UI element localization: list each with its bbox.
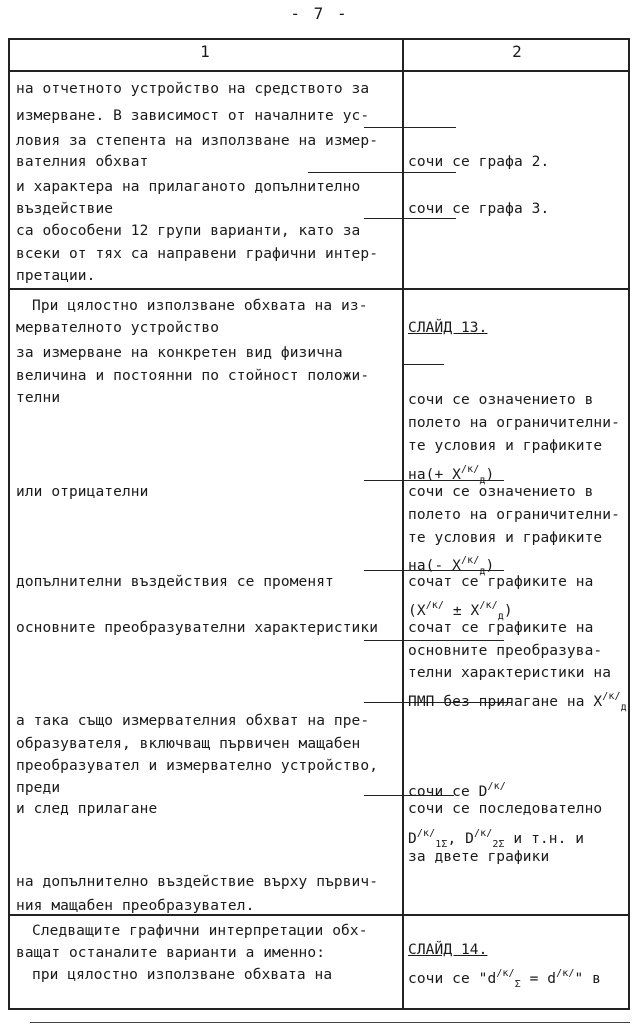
superscript-k: /к/	[479, 600, 498, 611]
formula-plus-x: + Х	[434, 467, 462, 483]
col1-line: ния мащабен преобразувател.	[16, 898, 255, 914]
subscript-d: д	[620, 702, 627, 713]
col2-line: основните преобразува-	[408, 643, 603, 659]
col2-before-ref	[408, 777, 506, 802]
col1-line: Следващите графични интерпретации обх-	[32, 923, 368, 939]
subscript-sigma: Σ	[514, 979, 521, 990]
superscript-k: /к/	[602, 691, 621, 702]
superscript-k: /к/	[496, 968, 515, 979]
col1-line: всеки от тях са направени графични интер-	[16, 246, 379, 262]
column-header-1: 1	[200, 42, 210, 61]
col1-line: преди	[16, 780, 61, 796]
col1-line: претации.	[16, 268, 96, 284]
col1-line: и характера на прилаганото допълнително	[16, 179, 361, 195]
col2-line: сочат се графиките на	[408, 574, 594, 590]
superscript-k: /к/	[556, 968, 575, 979]
subscript-d: д	[479, 566, 486, 577]
col1-line: преобразувател и измервателно устройство,	[16, 758, 379, 774]
col2-graph3-ref: сочи се графа 3.	[408, 201, 550, 217]
subscript-d: д	[479, 475, 486, 486]
col2-line: телни характеристики на	[408, 665, 612, 681]
superscript-k: /к/	[461, 555, 480, 566]
col2-formula-plusminus: $(Х^{/к/} \pm Х^{/к/}_д)$	[408, 600, 513, 622]
col2-formula-negative: на(- $Х^{/к/}_д$)	[408, 555, 495, 577]
slide-13-label: СЛАЙД 13.	[408, 320, 488, 336]
after-tail: и т.н. и	[504, 831, 585, 847]
col2-line: сочи се означението в	[408, 392, 594, 408]
col1-line: допълнителни въздействия се променят	[16, 574, 334, 590]
superscript-k: /к/	[473, 828, 493, 839]
col2-line: полето на ограничителни-	[408, 415, 620, 431]
table-rule-row1	[8, 288, 630, 290]
last-mid: = d	[520, 971, 557, 987]
superscript-k: /к/	[425, 600, 445, 611]
col2-line: сочат се графиките на	[408, 620, 594, 636]
col1-line: При цялостно използване обхвата на из-	[32, 298, 368, 314]
connector-line	[364, 640, 504, 641]
slide-14-label: СЛАЙД 14.	[408, 942, 488, 958]
formula-prefix: на	[408, 558, 426, 574]
last-tail: " в	[574, 971, 602, 987]
col1-line: измерване. В зависимост от началните ус-	[16, 108, 370, 124]
col1-line: на отчетното устройство на средството за	[16, 81, 370, 97]
col1-line: величина и постоянни по стойност положи-	[16, 368, 370, 384]
col1-line: или отрицателни	[16, 484, 149, 500]
connector-line	[308, 172, 456, 173]
col2-line: сочи се последователно	[408, 801, 603, 817]
col2-graph2-ref: сочи се графа 2.	[408, 154, 550, 170]
col1-line: ващат останалите варианти а именно:	[16, 945, 326, 961]
superscript-k: /к/	[461, 464, 480, 475]
col1-line: са обособени 12 групи варианти, като за	[16, 223, 361, 239]
pmp-text: ПМП без прилагане на Х	[408, 694, 603, 710]
column-header-2: 2	[512, 42, 522, 61]
col2-line-pmp	[408, 687, 627, 717]
connector-line	[404, 364, 444, 365]
col1-line: въздействие	[16, 201, 114, 217]
before-text: сочи се D	[408, 784, 488, 800]
col1-line: вателния обхват	[16, 154, 149, 170]
col1-line: телни	[16, 390, 61, 406]
page-bottom-rule	[30, 1022, 630, 1023]
formula-prefix: на	[408, 467, 426, 483]
col1-line: а така също измервателния обхват на пре-	[16, 713, 370, 729]
formula-minus-x: - Х	[434, 558, 462, 574]
page-number: - 7 -	[290, 4, 349, 23]
col1-line: за измерване на конкретен вид физична	[16, 345, 343, 361]
col2-line: за двете графики	[408, 849, 550, 865]
col2-formula-positive: $на(+ Х^{/к/}_д)$	[408, 464, 495, 486]
last-prefix: сочи се "d	[408, 971, 497, 987]
table-rule-top	[8, 38, 630, 40]
table-rule-bottom	[8, 1008, 630, 1010]
table-rule-header	[8, 70, 630, 72]
superscript-k: /к/	[416, 828, 436, 839]
column-divider	[402, 38, 404, 1008]
d-symbol-2: , D	[447, 831, 474, 847]
formula-plusminus-x: ± Х	[444, 603, 480, 619]
col1-line: образувателя, включващ първичен мащабен	[16, 736, 361, 752]
col1-line: на допълнително въздействие върху първич-	[16, 874, 379, 890]
d-symbol: D	[408, 831, 417, 847]
col2-line: полето на ограничителни-	[408, 507, 620, 523]
col2-line: те условия и графиките	[408, 530, 603, 546]
superscript-k: /к/	[487, 781, 506, 792]
subscript-2-sigma: 2Σ	[492, 839, 505, 850]
formula-x: Х	[416, 603, 426, 619]
connector-line	[364, 127, 456, 128]
subscript-1-sigma: 1Σ	[435, 839, 448, 850]
col1-line: и след прилагане	[16, 801, 158, 817]
col1-line: мервателното устройство	[16, 320, 220, 336]
col1-line: ловия за степента на използване на измер-	[16, 133, 379, 149]
col2-line: те условия и графиките	[408, 438, 603, 454]
col2-last-formula	[408, 964, 601, 994]
subscript-d: д	[497, 611, 504, 622]
col1-line: основните преобразувателни характеристики	[16, 620, 379, 636]
col2-line: сочи се означението в	[408, 484, 594, 500]
col1-line: при цялостно използване обхвата на	[32, 967, 333, 983]
